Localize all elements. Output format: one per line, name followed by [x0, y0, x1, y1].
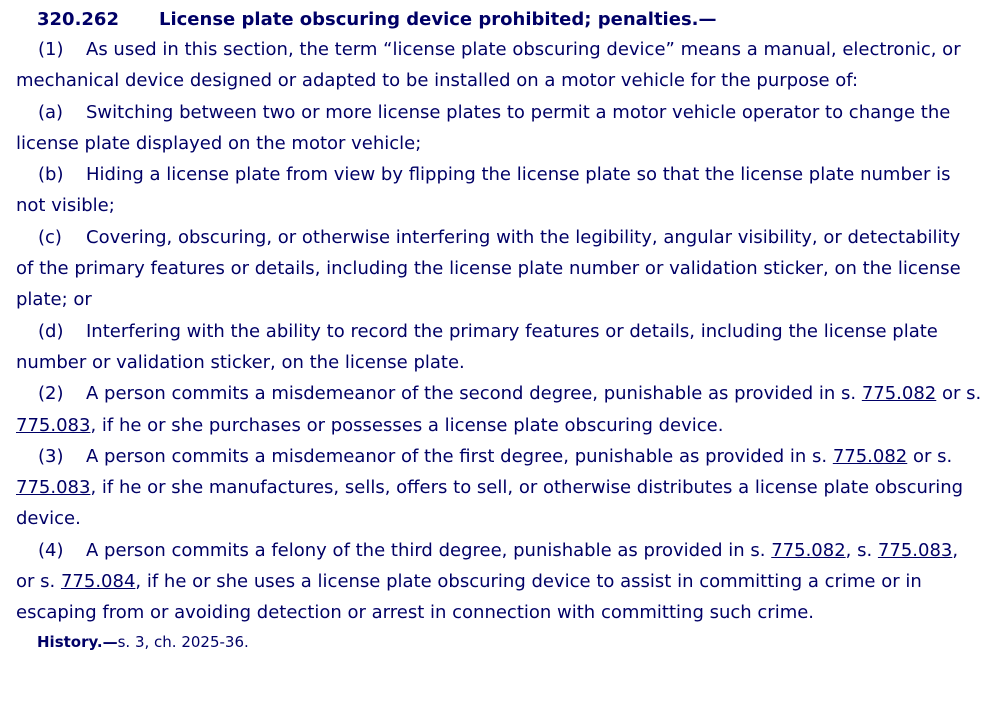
subsection-1	[16, 34, 982, 97]
subsection-text: Interfering with the ability to record the primary features or details, including the license plate number or validation sticker, on the license plate.	[16, 320, 938, 373]
subsection-text: , if he or she manufactures, sells, offers to sell, or otherwise distributes a license plate obscuring device.	[16, 477, 964, 530]
subsection-label: (3)	[38, 445, 64, 467]
subsection-text: or s.	[907, 445, 953, 467]
subsection-text: A person commits a misdemeanor of the second degree, punishable as provided in s.	[86, 383, 862, 405]
subsection-text: or s.	[936, 383, 982, 405]
subsection-text: , s.	[845, 539, 878, 561]
subsection-2	[16, 378, 982, 441]
statute-link-775-082[interactable]: 775.082	[771, 539, 846, 561]
subsection-text: Switching between two or more license plates to permit a motor vehicle operator to change the license plate displayed on the motor vehicle;	[16, 101, 951, 154]
subsection-label: (4)	[38, 539, 64, 561]
subsection-label: (d)	[38, 320, 64, 342]
statute-link-775-082[interactable]: 775.082	[832, 445, 908, 467]
subsection-4	[16, 535, 982, 629]
subsection-label: (a)	[38, 101, 64, 123]
subsection-d	[16, 316, 982, 379]
subsection-c	[16, 222, 982, 316]
subsection-b	[16, 159, 982, 222]
section-number: 320.262	[37, 9, 119, 30]
statute-link-775-083[interactable]: 775.083	[16, 477, 91, 499]
subsection-text: A person commits a felony of the third degree, punishable as provided in s.	[86, 539, 772, 561]
subsection-label: (2)	[38, 383, 64, 405]
subsection-text: A person commits a misdemeanor of the first degree, punishable as provided in s.	[86, 445, 833, 467]
section-body	[16, 34, 982, 629]
statute-link-775-083[interactable]: 775.083	[877, 539, 953, 561]
subsection-text: , or s.	[16, 539, 959, 593]
section-heading	[16, 6, 982, 34]
subsection-label: (1)	[38, 39, 64, 60]
subsection-text: , if he or she purchases or possesses a license plate obscuring device.	[90, 414, 724, 436]
subsection-text: Hiding a license plate from view by flipping the license plate so that the license plate number is not visible;	[16, 164, 951, 217]
history-note	[16, 629, 982, 655]
subsection-label: (b)	[38, 164, 64, 186]
subsection-text: As used in this section, the term “license plate obscuring device” means a manual, electronic, or mechanical device designed or adapted to be installed on a motor vehicle for the purpose of:	[16, 39, 961, 92]
statute-link-775-084[interactable]: 775.084	[60, 571, 136, 593]
history-label: History.—	[37, 632, 118, 651]
subsection-text: , if he or she uses a license plate obscuring device to assist in committing a crime or in escaping from or avoiding detection or arrest in connection with committing such crime.	[16, 571, 922, 624]
subsection-a	[16, 97, 982, 160]
subsection-text: Covering, obscuring, or otherwise interfering with the legibility, angular visibility, or detectability of the primary features or details, including the license plate number or validation sticker, on the license plate; or	[16, 226, 961, 311]
section-title: License plate obscuring device prohibited; penalties.—	[159, 9, 717, 30]
statute-link-775-083[interactable]: 775.083	[16, 414, 91, 436]
subsection-3	[16, 441, 982, 535]
history-text: s. 3, ch. 2025-36.	[117, 632, 249, 651]
subsection-label: (c)	[38, 226, 62, 248]
statute-link-775-082[interactable]: 775.082	[861, 383, 937, 405]
